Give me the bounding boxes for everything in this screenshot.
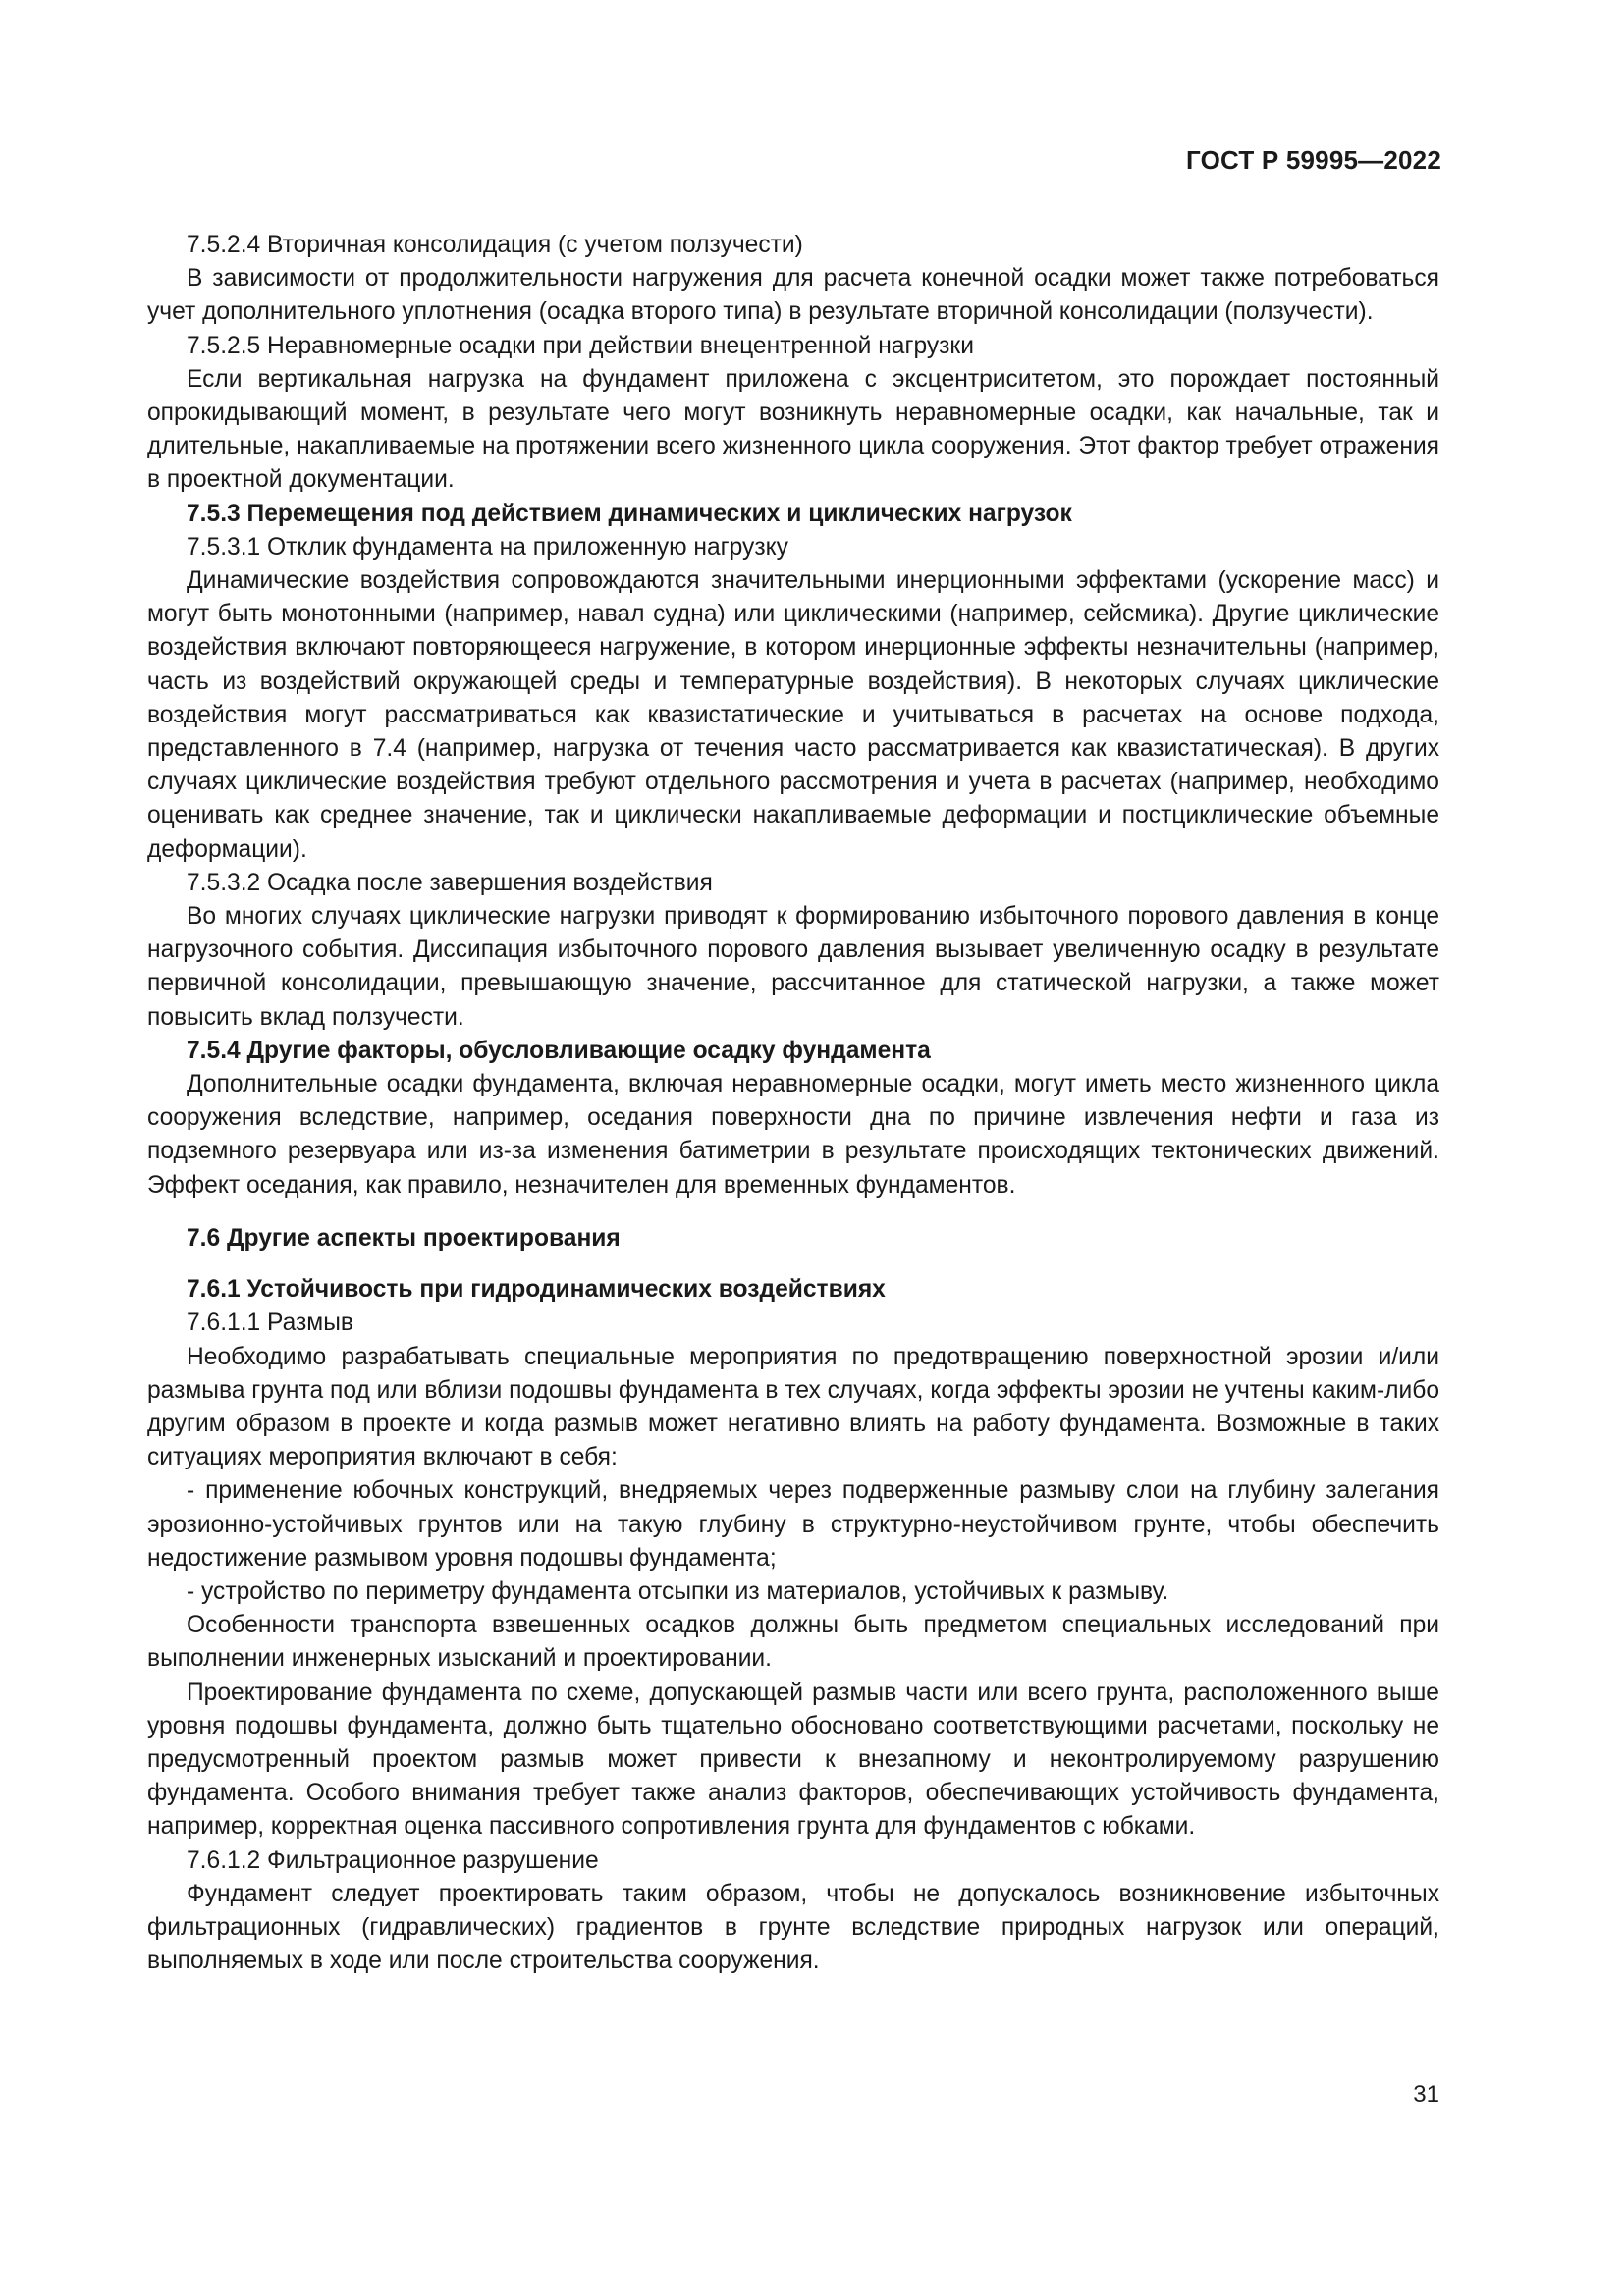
subsection-7-6-1-2-title: 7.6.1.2 Фильтрационное разрушение (187, 1846, 599, 1874)
list-item: - применение юбочных конструкций, внедряемых через подверженные размыву слои на глубину залегания эрозионно-устойчивых грунтов или на такую глубину в структурно-неустойчивом грунте, чтобы обеспечить недостижение размывом уровня подошвы фундамента; (147, 1477, 1439, 1572)
paragraph: Необходимо разрабатывать специальные мероприятия по предотвращению поверхностной эрозии и/или размыва грунта под или вблизи подошвы фундамента в тех случаях, когда эффекты эрозии не учтены каким-либо другим образом в проекте и когда размыв может негативно влиять на работу фундамента. Возможные в таких ситуациях мероприятия включают в себя: (147, 1343, 1439, 1471)
subsection-7-6-1-1-title: 7.6.1.1 Размыв (187, 1309, 353, 1337)
paragraph: Особенности транспорта взвешенных осадков должны быть предметом специальных исследований при выполнении инженерных изысканий и проектировании. (147, 1612, 1439, 1673)
subsection-7-5-2-4-title: 7.5.2.4 Вторичная консолидация (с учетом ползучести) (187, 232, 803, 258)
paragraph: Если вертикальная нагрузка на фундамент приложена с эксцентриситетом, это порождает постоянный опрокидывающий момент, в результате чего могут возникнуть неравномерные осадки, как начальные, так и длительные, накапливаемые на протяжении всего жизненного цикла сооружения. Этот фактор требует отражения в проектной документации. (147, 365, 1439, 494)
subsection-7-5-3-2-title: 7.5.3.2 Осадка после завершения воздействия (187, 869, 713, 896)
subsection-7-5-3-1-title: 7.5.3.1 Отклик фундамента на приложенную нагрузку (187, 533, 788, 561)
paragraph: Фундамент следует проектировать таким образом, чтобы не допускалось возникновение избыточных фильтрационных (гидравлических) градиентов в грунте вследствие природных нагрузок или операций, выполняемых в ходе или после строительства сооружения. (147, 1880, 1439, 1975)
paragraph: Дополнительные осадки фундамента, включая неравномерные осадки, могут иметь место жизненного цикла сооружения вследствие, например, оседания поверхности дна по причине извлечения нефти и газа из подземного резервуара или из-за изменения батиметрии в результате происходящих тектонических движений. Эффект оседания, как правило, незначителен для временных фундаментов. (147, 1071, 1439, 1199)
document-header: ГОСТ Р 59995—2022 (1186, 145, 1441, 175)
section-7-5-3-heading: 7.5.3 Перемещения под действием динамических и циклических нагрузок (187, 500, 1072, 527)
paragraph: Во многих случаях циклические нагрузки приводят к формированию избыточного порового давления в конце нагрузочного события. Диссипация избыточного порового давления вызывает увеличенную осадку в результате первичной консолидации, превышающую значение, рассчитанное для статической нагрузки, а также может повысить вклад ползучести. (147, 903, 1439, 1031)
paragraph: В зависимости от продолжительности нагружения для расчета конечной осадки может также потребоваться учет дополнительного уплотнения (осадка второго типа) в результате вторичной консолидации (ползучести). (147, 265, 1439, 326)
list-item: - устройство по периметру фундамента отсыпки из материалов, устойчивых к размыву. (187, 1577, 1169, 1605)
page-number: 31 (1413, 2081, 1439, 2108)
section-7-6-heading: 7.6 Другие аспекты проектирования (187, 1224, 621, 1252)
paragraph: Динамические воздействия сопровождаются значительными инерционными эффектами (ускорение масс) и могут быть монотонными (например, навал судна) или циклическими (например, сейсмика). Другие циклические воздействия включают повторяющееся нагружение, в котором инерционные эффекты незначительны (например, часть из воздействий окружающей среды и температурные воздействия). В некоторых случаях циклические воздействия могут рассматриваться как квазистатические и учитываться в расчетах на основе подхода, представленного в 7.4 (например, нагрузка от течения часто рассматривается как квазистатическая). В других случаях циклические воздействия требуют отдельного рассмотрения и учета в расчетах (например, необходимо оценивать как среднее значение, так и циклически накапливаемые деформации и постциклические объемные деформации). (147, 567, 1439, 863)
section-7-5-4-heading: 7.5.4 Другие факторы, обусловливающие осадку фундамента (187, 1037, 931, 1064)
section-7-6-1-heading: 7.6.1 Устойчивость при гидродинамических воздействиях (187, 1276, 886, 1304)
subsection-7-5-2-5-title: 7.5.2.5 Неравномерные осадки при действии внецентренной нагрузки (187, 332, 974, 359)
document-body (147, 229, 1439, 1978)
paragraph: Проектирование фундамента по схеме, допускающей размыв части или всего грунта, расположенного выше уровня подошвы фундамента, должно быть тщательно обосновано соответствующими расчетами, поскольку не предусмотренный проектом размыв может привести к внезапному и неконтролируемому разрушению фундамента. Особого внимания требует также анализ факторов, обеспечивающих устойчивость фундамента, например, корректная оценка пассивного сопротивления грунта для фундаментов с юбками. (147, 1679, 1439, 1841)
